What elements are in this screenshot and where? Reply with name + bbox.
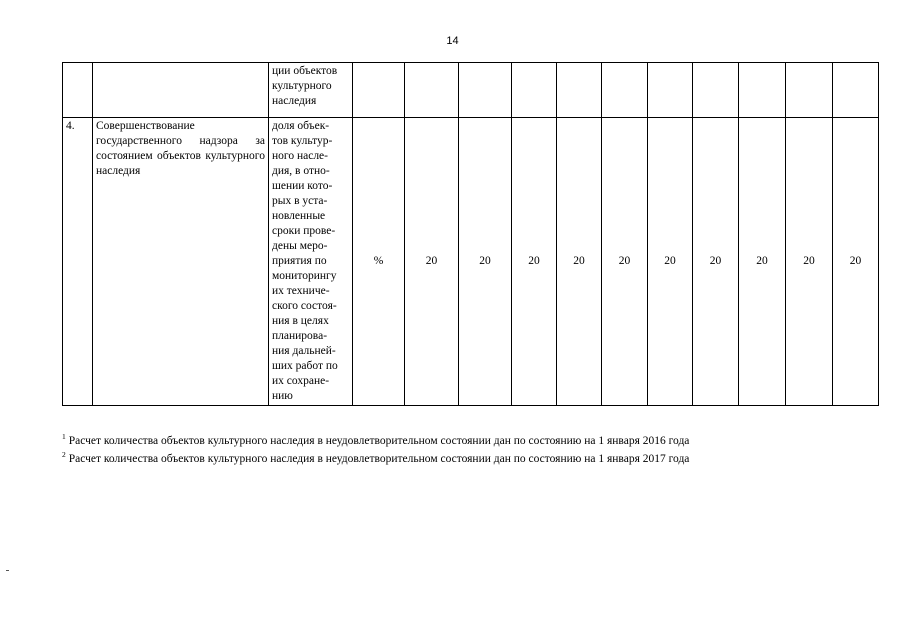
footnote-text: Расчет количества объектов культурного наследия в неудовлетворительном состоянии дан по состоянию на 1 января 2016 года	[68, 434, 690, 447]
cell-indicator: доля объек- тов культур- ного насле- дия, в отно- шении кото- рых в уста- новленные сроки прове- дены меро- приятия по мониторингу их техниче- ского состоя- ния в целях планирова- ния дальней- ших работ по их сохране- нию	[269, 118, 353, 406]
indicators-table	[62, 62, 879, 406]
footnote-text: Расчет количества объектов культурного наследия в неудовлетворительном состоянии дан по состоянию на 1 января 2017 года	[68, 452, 690, 465]
cell-task: Совершенствование государственного надзора за состоянием объектов культурного наследия	[93, 118, 269, 406]
footnotes	[62, 430, 862, 466]
cell-empty	[693, 63, 739, 118]
cell-empty	[602, 63, 648, 118]
cell-empty	[557, 63, 602, 118]
footnote	[62, 448, 862, 466]
cell-row-number: 4.	[63, 118, 93, 406]
cell-empty	[833, 63, 879, 118]
footnote-mark: 1	[62, 432, 66, 441]
cell-indicator-continued: ции объектов культурного наследия	[269, 63, 353, 118]
cell-empty	[353, 63, 405, 118]
cell-value: 20	[739, 118, 786, 406]
cell-value: 20	[648, 118, 693, 406]
cell-value: 20	[602, 118, 648, 406]
cell-value: 20	[786, 118, 833, 406]
scan-artifact	[6, 570, 9, 571]
cell-empty	[93, 63, 269, 118]
cell-value: 20	[833, 118, 879, 406]
cell-value: 20	[459, 118, 512, 406]
cell-value: 20	[512, 118, 557, 406]
cell-empty	[739, 63, 786, 118]
cell-value: 20	[693, 118, 739, 406]
page-number: 14	[446, 35, 459, 47]
cell-empty	[512, 63, 557, 118]
footnote	[62, 430, 862, 448]
cell-unit: %	[353, 118, 405, 406]
cell-value: 20	[557, 118, 602, 406]
cell-value: 20	[405, 118, 459, 406]
cell-empty	[648, 63, 693, 118]
cell-empty	[405, 63, 459, 118]
cell-empty	[459, 63, 512, 118]
footnote-mark: 2	[62, 449, 66, 459]
cell-empty	[786, 63, 833, 118]
table-row-continuation	[63, 63, 879, 118]
cell-empty	[63, 63, 93, 118]
table-row	[63, 118, 879, 406]
